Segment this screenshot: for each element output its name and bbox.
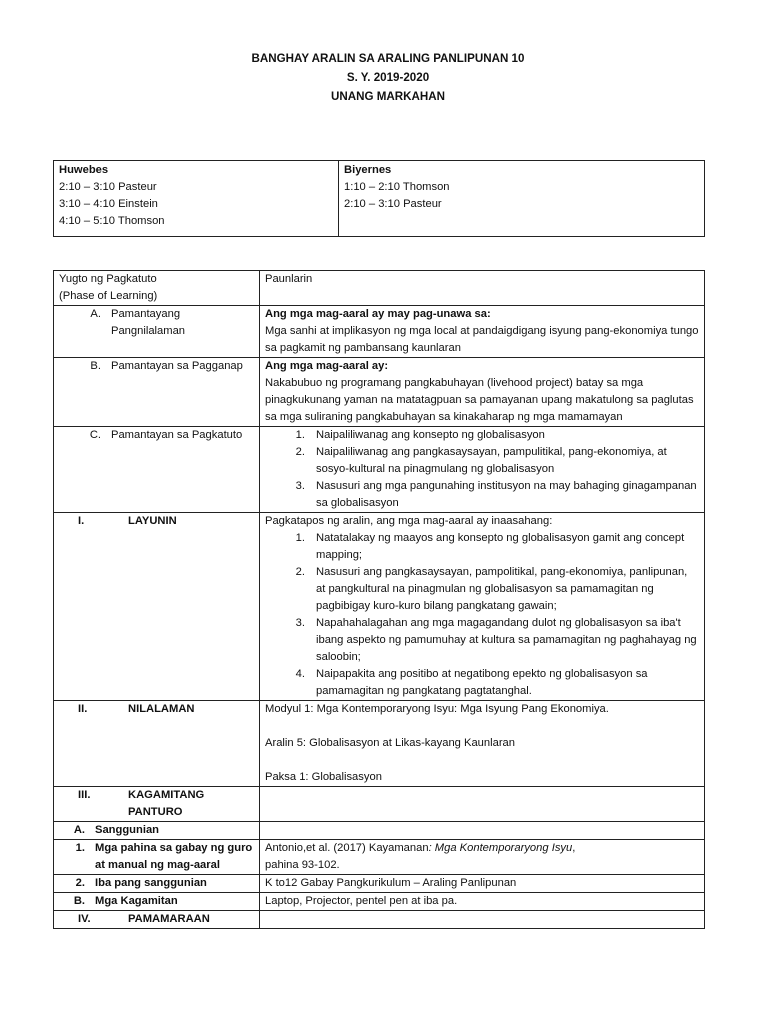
- row-marker: I.: [78, 515, 85, 527]
- row-marker: B.: [73, 895, 85, 907]
- row-marker: II.: [78, 703, 88, 715]
- row-marker: IV.: [78, 913, 91, 925]
- paunlarin-label: Paunlarin: [265, 273, 313, 285]
- schedule-slot: 2:10 – 3:10 Pasteur: [59, 181, 157, 193]
- content-standard-text: Mga sanhi at implikasyon ng mga local at pandaigdigang isyung pang-ekonomiya tungo sa pagkamit ng pambansang kaunlaran: [265, 325, 699, 354]
- list-item: 3. Napahahalagahan ang mga magagandang dulot ng globalisasyon sa iba't ibang aspekto ng pamumuhay at kultura sa pamamagitan ng paghahayag ng saloobin;: [295, 617, 697, 663]
- schedule-slot: 3:10 – 4:10 Einstein: [59, 198, 158, 210]
- table-row: [54, 701, 705, 787]
- list-item: 2. Naipaliliwanag ang pangkasaysayan, pampulitikal, pang-ekonomiya, at sosyo-kultural na pinagmulang ng globalisasyon: [295, 446, 667, 475]
- reference-pages: pahina 93-102.: [265, 859, 340, 871]
- row-marker: B.: [90, 360, 101, 372]
- paunlarin-header-cell: [260, 271, 705, 306]
- row-label: Mga pahina sa gabay ng guro at manual ng mag-aaral: [95, 842, 253, 871]
- document-header: [0, 49, 768, 106]
- row-label: NILALAMAN: [128, 703, 195, 715]
- schedule-slot: 4:10 – 5:10 Thomson: [59, 215, 165, 227]
- reference-text: Antonio,et al. (2017) Kayamanan: Mga Kontemporaryong Isyu,: [265, 842, 576, 854]
- table-row: [54, 358, 705, 427]
- row-label: Sanggunian: [95, 824, 160, 836]
- list-item: 1. Natatalakay ng maayos ang konsepto ng globalisasyon gamit ang concept mapping;: [295, 532, 685, 561]
- row-marker: 2.: [75, 877, 85, 889]
- row-label: Pamantayan sa Pagganap: [111, 360, 243, 372]
- schedule-right-cell: [339, 161, 705, 237]
- header-school-year: S. Y. 2019-2020: [346, 71, 430, 84]
- objectives-intro: Pagkatapos ng aralin, ang mga mag-aaral ay inaasahang:: [265, 515, 553, 527]
- list-item: 4. Naipapakita ang positibo at negatibong epekto ng globalisasyon sa pamamagitan ng pangkatang pagtatanghal.: [295, 668, 648, 697]
- content-lesson: Aralin 5: Globalisasyon at Likas-kayang Kaunlaran: [265, 737, 515, 749]
- schedule-table: [53, 160, 705, 237]
- header-title: BANGHAY ARALIN SA ARALING PANLIPUNAN 10: [251, 52, 525, 65]
- row-label: LAYUNIN: [128, 515, 177, 527]
- row-label: Iba pang sanggunian: [95, 877, 207, 889]
- list-item: 1. Naipaliliwanag ang konsepto ng globalisasyon: [295, 429, 545, 441]
- table-row: [54, 822, 705, 840]
- row-marker: III.: [78, 789, 91, 801]
- row-marker: C.: [89, 429, 101, 441]
- table-row: [54, 427, 705, 513]
- row-marker: A.: [73, 824, 85, 836]
- phase-header-label: Yugto ng Pagkatuto: [59, 273, 157, 285]
- schedule-day-left: Huwebes: [59, 164, 109, 176]
- row-label: KAGAMITANG PANTURO: [128, 789, 205, 818]
- objectives-list: [265, 530, 699, 700]
- row-label: Pamantayang Pangnilalaman: [111, 308, 186, 337]
- table-row: [54, 911, 705, 929]
- schedule-day-right: Biyernes: [344, 164, 392, 176]
- table-row: [54, 787, 705, 822]
- table-row: [54, 271, 705, 306]
- row-label: Pamantayan sa Pagkatuto: [111, 429, 243, 441]
- table-row: [54, 875, 705, 893]
- other-reference-text: K to12 Gabay Pangkurikulum – Araling Panlipunan: [265, 877, 517, 889]
- table-row: [54, 840, 705, 875]
- schedule-left-cell: [54, 161, 339, 237]
- header-quarter: UNANG MARKAHAN: [331, 90, 445, 103]
- content-topic: Paksa 1: Globalisasyon: [265, 771, 382, 783]
- content-standard-intro: Ang mga mag-aaral ay may pag-unawa sa:: [265, 308, 491, 320]
- table-row: [54, 513, 705, 701]
- schedule-slot: 2:10 – 3:10 Pasteur: [344, 198, 442, 210]
- phase-header-sublabel: (Phase of Learning): [59, 290, 158, 302]
- row-label: PAMAMARAAN: [128, 913, 210, 925]
- table-row: [54, 306, 705, 358]
- list-item: 3. Nasusuri ang mga pangunahing institusyon na may bahaging ginagampanan sa globalisasyon: [295, 480, 697, 509]
- table-row: [54, 893, 705, 911]
- performance-standard-text: Nakabubuo ng programang pangkabuhayan (livehood project) batay sa mga pinagkukunang yaman na matatagpuan sa pamayanan upang makatulong sa paglutas sa mga suliraning pangkabuhayan sa kinakaharap ng mga mamamayan: [265, 377, 694, 423]
- lesson-plan-table: [53, 270, 705, 929]
- learning-competencies-list: [265, 427, 699, 512]
- content-module: Modyul 1: Mga Kontemporaryong Isyu: Mga Isyung Pang Ekonomiya.: [265, 703, 609, 715]
- phase-header-cell: [54, 271, 260, 306]
- row-label: Mga Kagamitan: [95, 895, 178, 907]
- schedule-slot: 1:10 – 2:10 Thomson: [344, 181, 450, 193]
- materials-text: Laptop, Projector, pentel pen at iba pa.: [265, 895, 458, 907]
- list-item: 2. Nasusuri ang pangkasaysayan, pampolitikal, pang-ekonomiya, panlipunan, at pangkultural na pinagmulan ng globalisasyon sa pamamagitan ng pagbibigay kuro-kuro bilang pangkatang gawain;: [295, 566, 688, 612]
- performance-standard-intro: Ang mga mag-aaral ay:: [265, 360, 389, 372]
- row-marker: A.: [90, 308, 101, 320]
- row-marker: 1.: [75, 842, 85, 854]
